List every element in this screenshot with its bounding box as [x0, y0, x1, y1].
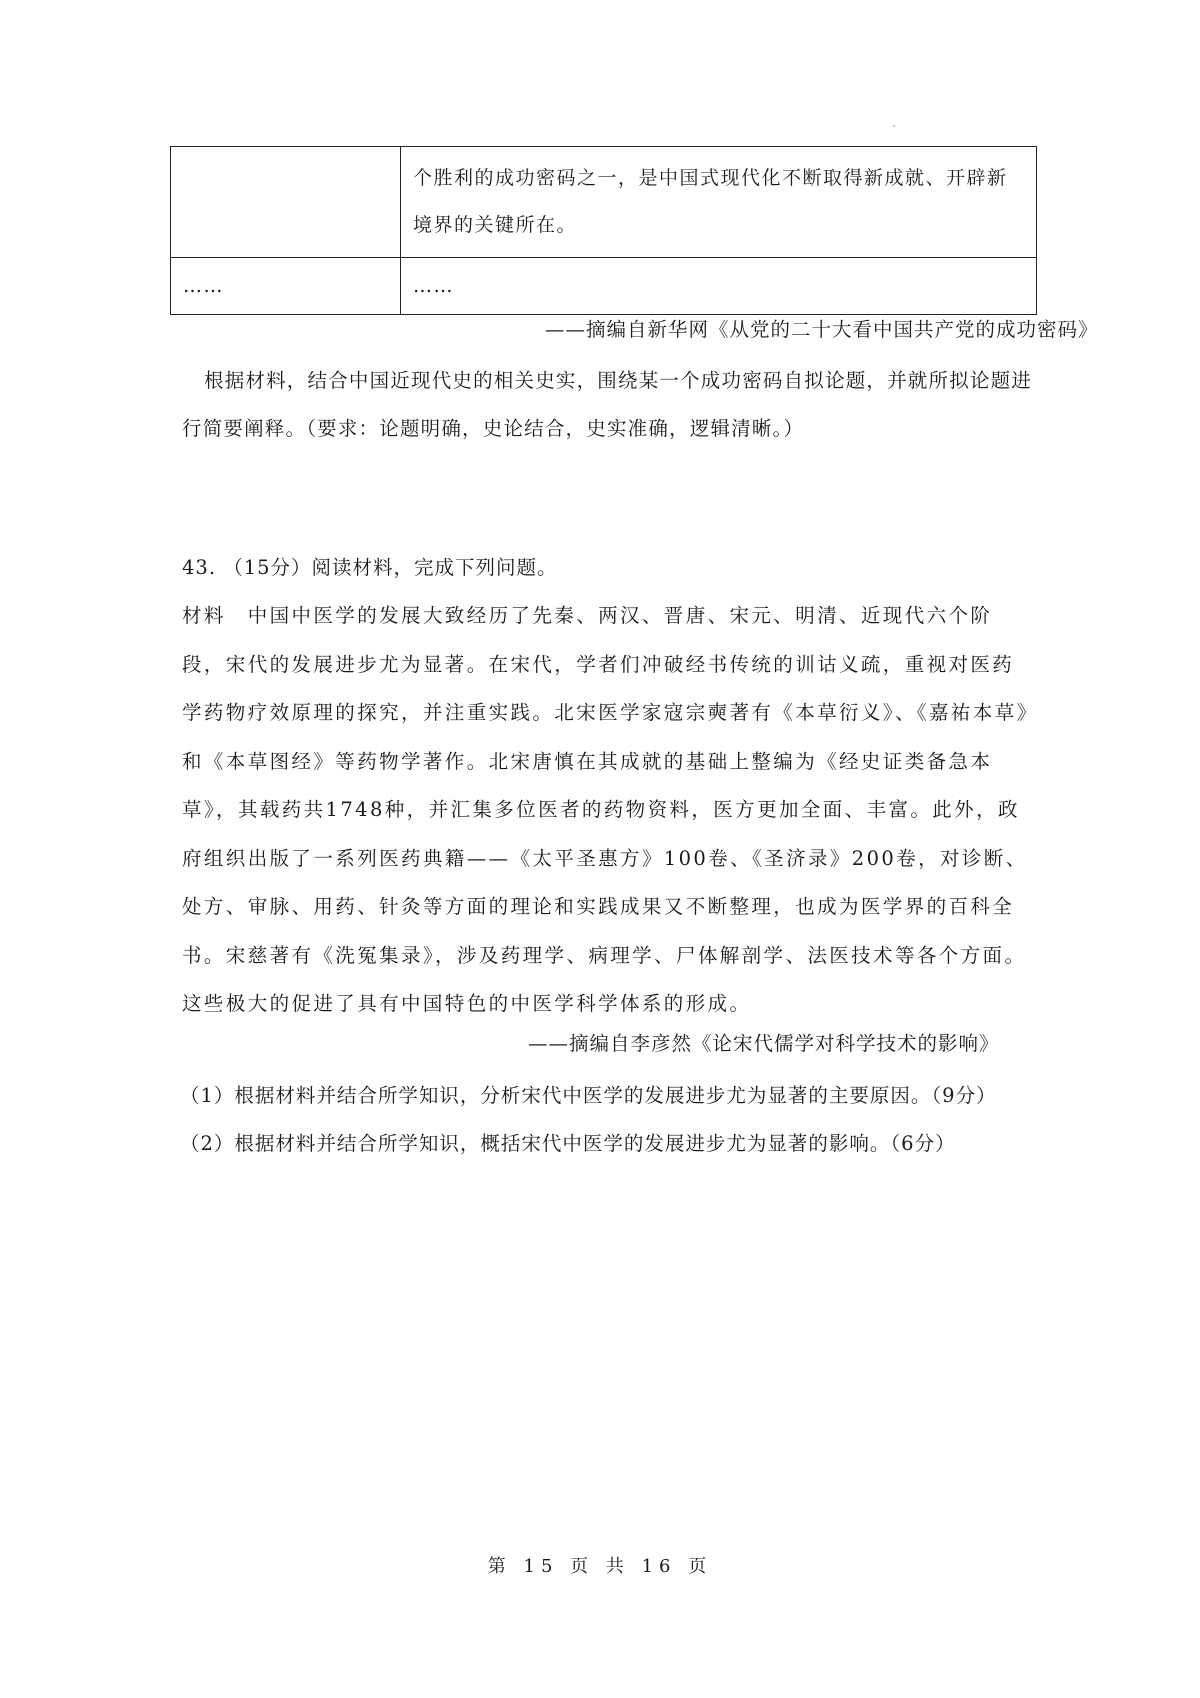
question-43-title: 43. （15分）阅读材料，完成下列问题。	[182, 556, 558, 579]
material-table	[170, 146, 1037, 315]
page-footer: 第 15 页 共 16 页	[487, 1556, 713, 1577]
table-cell: ……	[171, 258, 401, 315]
table-row	[171, 147, 1037, 258]
source-citation-1: ——摘编自新华网《从党的二十大看中国共产党的成功密码》	[545, 318, 1099, 341]
source-citation-2: ——摘编自李彦然《论宋代儒学对科学技术的影响》	[528, 1032, 1000, 1055]
table-cell: ……	[401, 258, 1037, 315]
scan-mark: ᵒ	[893, 124, 896, 131]
sub-question-1: （1）根据材料并结合所学知识，分析宋代中医学的发展进步尤为显著的主要原因。（9分）	[180, 1084, 997, 1107]
table-cell: 个胜利的成功密码之一，是中国式现代化不断取得新成就、开辟新境界的关键所在。	[401, 147, 1037, 258]
question-43-material: 材料 中国中医学的发展大致经历了先秦、两汉、晋唐、宋元、明清、近现代六个阶段，宋代的发展进步尤为显著。在宋代，学者们冲破经书传统的训诂义疏，重视对医药学药物疗效原理的探究，并注重实践。北宋医学家寇宗奭著有《本草衍义》、《嘉祐本草》和《本草图经》等药物学著作。北宋唐慎在其成就的基础上整编为《经史证类备急本草》，其载药共1748种，并汇集多位医者的药物资料，医方更加全面、丰富。此外，政府组织出版了一系列医药典籍——《太平圣惠方》100卷、《圣济录》200卷，对诊断、处方、审脉、用药、针灸等方面的理论和实践成果又不断整理，也成为医学界的百科全书。宋慈著有《洗冤集录》，涉及药理学、病理学、尸体解剖学、法医技术等各个方面。这些极大的促进了具有中国特色的中医学科学体系的形成。	[182, 604, 1029, 1015]
table-cell	[171, 147, 401, 258]
question-42-prompt: 根据材料，结合中国近现代史的相关史实，围绕某一个成功密码自拟论题，并就所拟论题进行简要阐释。（要求：论题明确，史论结合，史实准确，逻辑清晰。）	[182, 369, 1033, 440]
table-row	[171, 258, 1037, 315]
sub-question-2: （2）根据材料并结合所学知识，概括宋代中医学的发展进步尤为显著的影响。（6分）	[180, 1132, 956, 1155]
